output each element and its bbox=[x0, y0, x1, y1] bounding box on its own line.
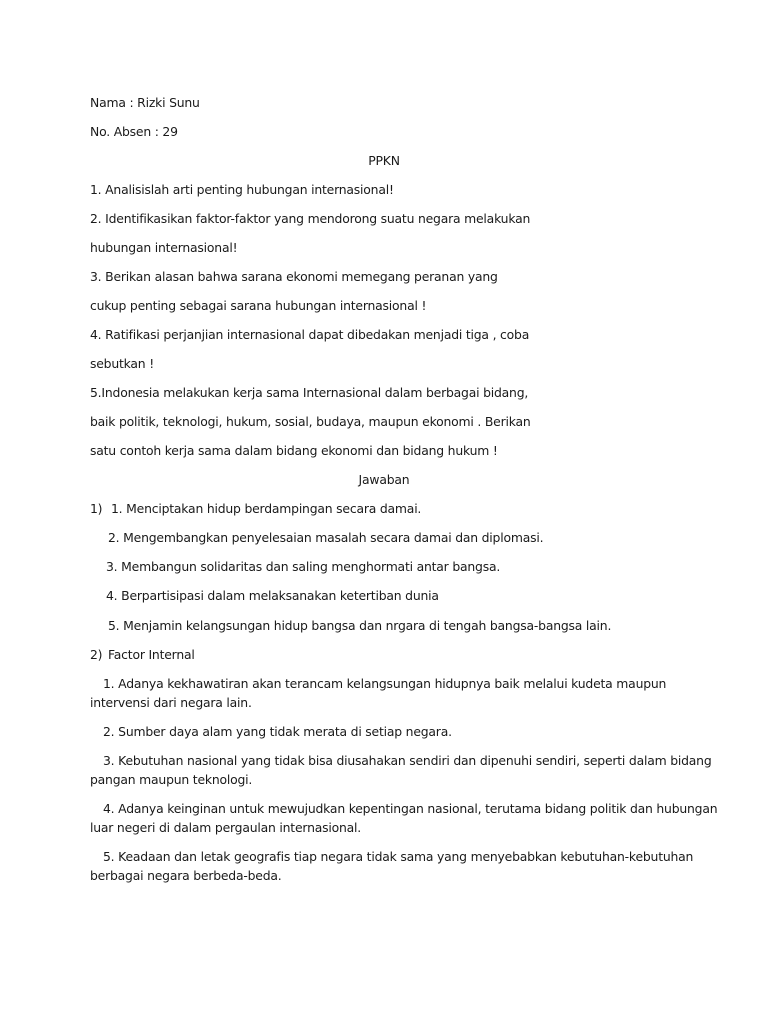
question-3-line-2: cukup penting sebagai sarana hubungan internasional ! bbox=[90, 298, 427, 313]
subject-title: PPKN bbox=[368, 153, 400, 168]
question-1: 1. Analisislah arti penting hubungan internasional! bbox=[90, 182, 394, 197]
answer-1-item-3: 3. Membangun solidaritas dan saling menghormati antar bangsa. bbox=[106, 559, 501, 574]
question-2-line-2: hubungan internasional! bbox=[90, 240, 238, 255]
answer-1-item-1: 1. Menciptakan hidup berdampingan secara damai. bbox=[111, 501, 422, 516]
answer-2-item-1-line-1: 1. Adanya kekhawatiran akan terancam kelangsungan hidupnya baik melalui kudeta maupun bbox=[103, 676, 667, 691]
answer-2-number: 2) bbox=[90, 647, 103, 662]
answer-2-item-5-line-1: 5. Keadaan dan letak geografis tiap negara tidak sama yang menyebabkan kebutuhan-kebutuhan bbox=[103, 849, 694, 864]
answer-1-item-5: 5. Menjamin kelangsungan hidup bangsa dan nrgara di tengah bangsa-bangsa lain. bbox=[108, 618, 612, 633]
answer-2-item-5-line-2: berbagai negara berbeda-beda. bbox=[90, 868, 282, 883]
question-5-line-2: baik politik, teknologi, hukum, sosial, budaya, maupun ekonomi . Berikan bbox=[90, 414, 531, 429]
answer-1-number: 1) bbox=[90, 501, 103, 516]
question-5-line-3: satu contoh kerja sama dalam bidang ekonomi dan bidang hukum ! bbox=[90, 443, 498, 458]
answer-2-item-4-line-2: luar negeri di dalam pergaulan internasional. bbox=[90, 820, 362, 835]
student-absen: No. Absen : 29 bbox=[90, 124, 178, 139]
answer-2-item-3-line-1: 3. Kebutuhan nasional yang tidak bisa diusahakan sendiri dan dipenuhi sendiri, seperti dalam bidang bbox=[103, 753, 712, 768]
question-2-line-1: 2. Identifikasikan faktor-faktor yang mendorong suatu negara melakukan bbox=[90, 211, 531, 226]
answer-2-item-1-line-2: intervensi dari negara lain. bbox=[90, 695, 252, 710]
question-5-line-1: 5.Indonesia melakukan kerja sama Internasional dalam berbagai bidang, bbox=[90, 385, 529, 400]
question-4-line-1: 4. Ratifikasi perjanjian internasional dapat dibedakan menjadi tiga , coba bbox=[90, 327, 530, 342]
answer-1-item-2: 2. Mengembangkan penyelesaian masalah secara damai dan diplomasi. bbox=[108, 530, 544, 545]
answer-2-item-2: 2. Sumber daya alam yang tidak merata di setiap negara. bbox=[103, 724, 452, 739]
question-3-line-1: 3. Berikan alasan bahwa sarana ekonomi memegang peranan yang bbox=[90, 269, 498, 284]
answer-2-heading: Factor Internal bbox=[108, 647, 195, 662]
student-name: Nama : Rizki Sunu bbox=[90, 95, 200, 110]
answers-heading: Jawaban bbox=[358, 472, 410, 487]
answer-2-item-3-line-2: pangan maupun teknologi. bbox=[90, 772, 253, 787]
answer-2-item-4-line-1: 4. Adanya keinginan untuk mewujudkan kepentingan nasional, terutama bidang politik dan hubungan bbox=[103, 801, 718, 816]
question-4-line-2: sebutkan ! bbox=[90, 356, 154, 371]
answer-1-item-4: 4. Berpartisipasi dalam melaksanakan ketertiban dunia bbox=[106, 588, 439, 603]
